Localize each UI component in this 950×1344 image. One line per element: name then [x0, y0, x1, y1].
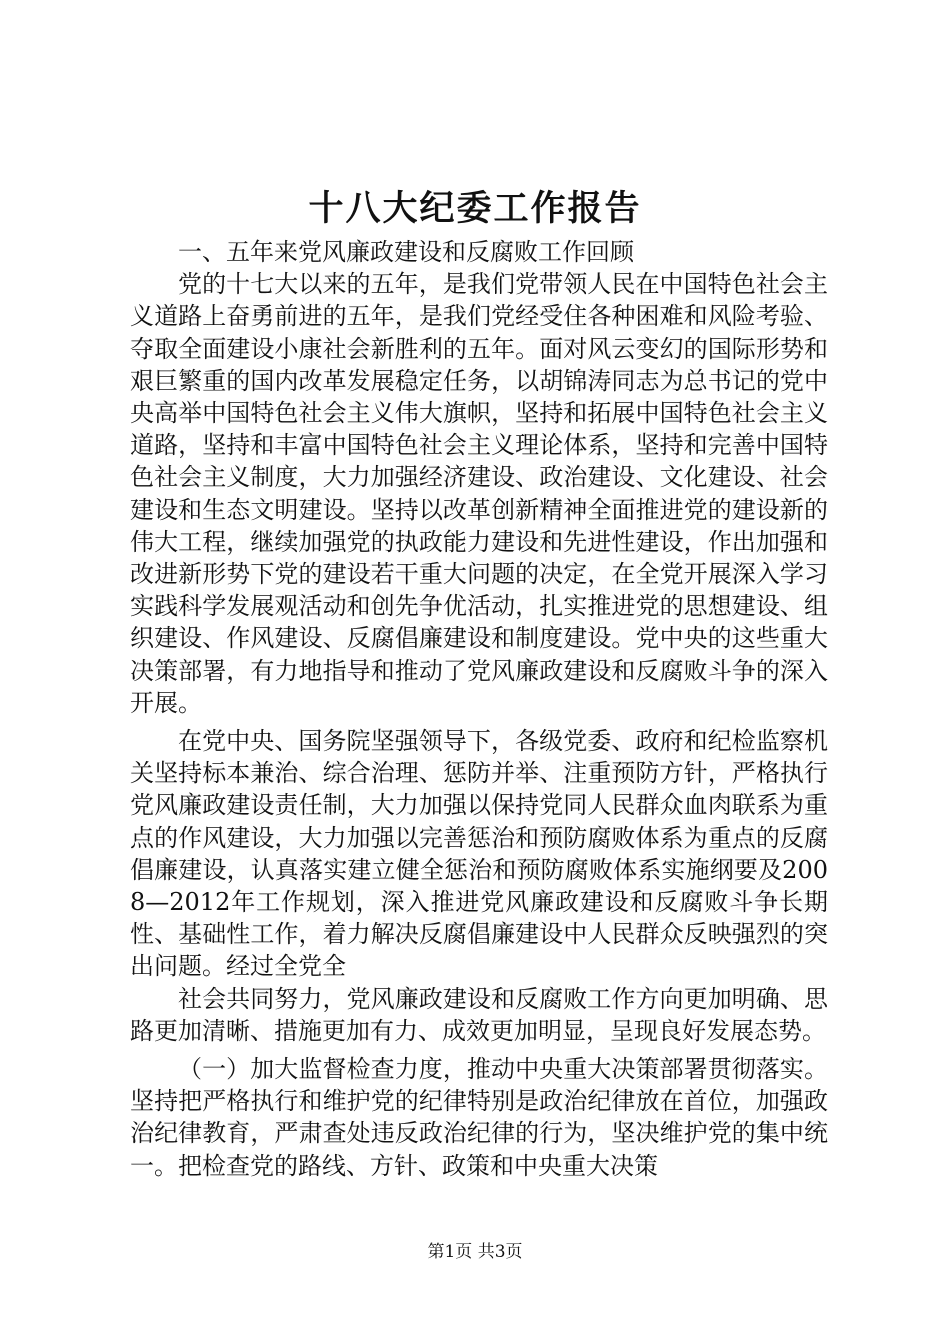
page-footer: 第1页 共3页 — [427, 1242, 523, 1262]
document-title: 十八大纪委工作报告 — [308, 188, 642, 229]
document-body — [130, 236, 828, 1182]
section-heading: 一、五年来党风廉政建设和反腐败工作回顾 — [178, 238, 634, 266]
paragraph-1: 党的十七大以来的五年，是我们党带领人民在中国特色社会主义道路上奋勇前进的五年，是我们党经受住各种困难和风险考验、夺取全面建设小康社会新胜利的五年。面对风云变幻的国际形势和艰巨繁重的国内改革发展稳定任务，以胡锦涛同志为总书记的党中央高举中国特色社会主义伟大旗帜，坚持和拓展中国特色社会主义道路，坚持和丰富中国特色社会主义理论体系，坚持和完善中国特色社会主义制度，大力加强经济建设、政治建设、文化建设、社会建设和生态文明建设。坚持以改革创新精神全面推进党的建设新的伟大工程，继续加强党的执政能力建设和先进性建设，作出加强和改进新形势下党的建设若干重大问题的决定，在全党开展深入学习实践科学发展观活动和创先争优活动，扎实推进党的思想建设、组织建设、作风建设、反腐倡廉建设和制度建设。党中央的这些重大决策部署，有力地指导和推动了党风廉政建设和反腐败斗争的深入开展。 — [130, 270, 828, 717]
paragraph-2: 在党中央、国务院坚强领导下，各级党委、政府和纪检监察机关坚持标本兼治、综合治理、惩防并举、注重预防方针，严格执行党风廉政建设责任制，大力加强以保持党同人民群众血肉联系为重点的作风建设，大力加强以完善惩治和预防腐败体系为重点的反腐倡廉建设，认真落实建立健全惩治和预防腐败体系实施纲要及2008—2012年工作规划，深入推进党风廉政建设和反腐败斗争长期性、基础性工作，着力解决反腐倡廉建设中人民群众反映强烈的突出问题。经过全党全 — [130, 727, 828, 981]
paragraph-4: （一）加大监督检查力度，推动中央重大决策部署贯彻落实。坚持把严格执行和维护党的纪律特别是政治纪律放在首位，加强政治纪律教育，严肃查处违反政治纪律的行为，坚决维护党的集中统一。把检查党的路线、方针、政策和中央重大决策 — [130, 1055, 828, 1180]
paragraph-3: 社会共同努力，党风廉政建设和反腐败工作方向更加明确、思路更加清晰、措施更加有力、成效更加明显，呈现良好发展态势。 — [130, 984, 828, 1045]
